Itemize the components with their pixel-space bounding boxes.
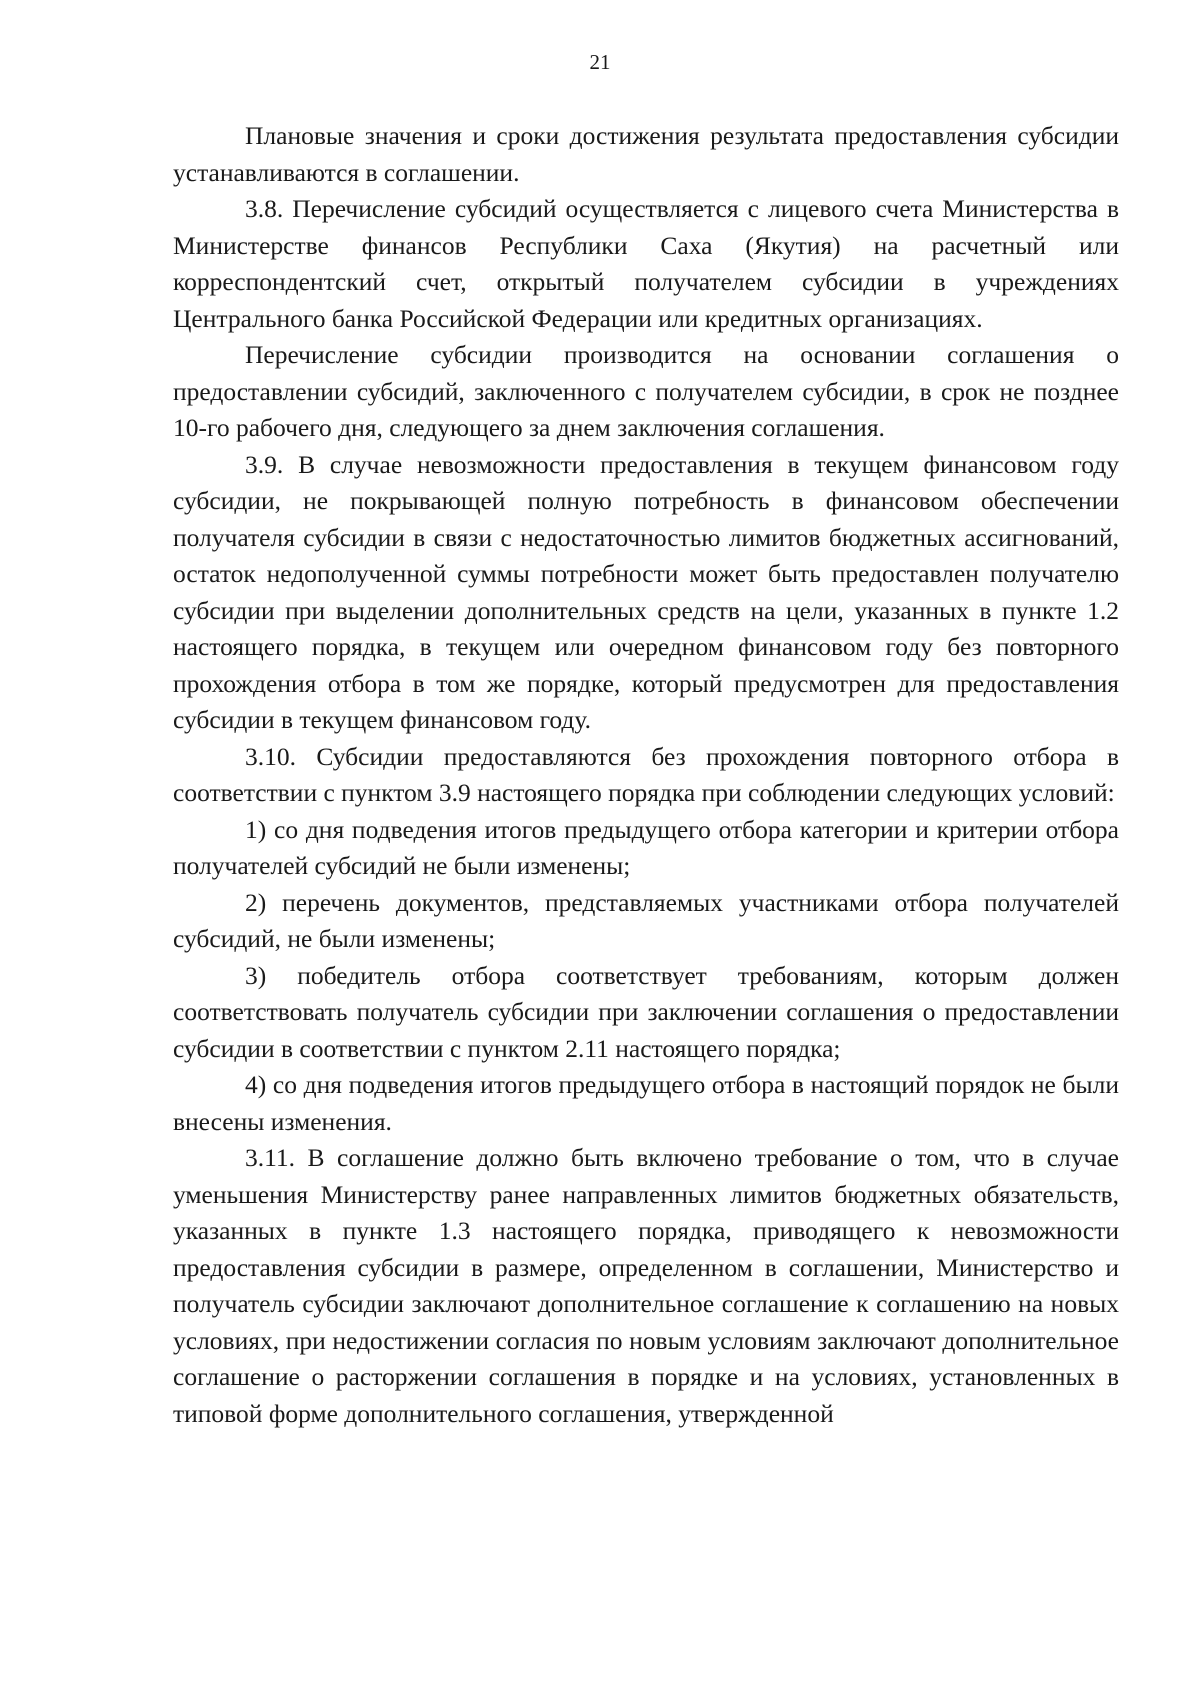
list-item-condition-2: 2) перечень документов, представляемых участниками отбора получателей субсидий, не были изменены; — [173, 887, 1119, 953]
page-number: 21 — [589, 50, 611, 74]
paragraph-3-10: 3.10. Субсидии предоставляются без прохождения повторного отбора в соответствии с пунктом 3.9 настоящего порядка при соблюдении следующих условий: — [173, 741, 1119, 807]
document-body — [173, 118, 1119, 1432]
paragraph-transfer-terms: Перечисление субсидии производится на основании соглашения о предоставлении субсидий, заключенного с получателем субсидии, в срок не позднее 10-го рабочего дня, следующего за днем заключения соглашения. — [173, 340, 1119, 442]
paragraph-3-9: 3.9. В случае невозможности предоставления в текущем финансовом году субсидии, не покрывающей полную потребность в финансовом обеспечении получателя субсидии в связи с недостаточностью лимитов бюджетных ассигнований, остаток недополученной суммы потребности может быть предоставлен получателю субсидии при выделении дополнительных средств на цели, указанных в пункте 1.2 настоящего порядка, в текущем или очередном финансовом году без повторного прохождения отбора в том же порядке, который предусмотрен для предоставления субсидии в текущем финансовом году. — [173, 449, 1119, 734]
list-item-condition-4: 4) со дня подведения итогов предыдущего отбора в настоящий порядок не были внесены изменения. — [173, 1070, 1119, 1136]
paragraph-results-deadlines: Плановые значения и сроки достижения результата предоставления субсидии устанавливаются в соглашении. — [173, 121, 1119, 187]
paragraph-3-11: 3.11. В соглашение должно быть включено требование о том, что в случае уменьшения Министерству ранее направленных лимитов бюджетных обязательств, указанных в пункте 1.3 настоящего порядка, приводящего к невозможности предоставления субсидии в размере, определенном в соглашении, Министерство и получатель субсидии заключают дополнительное соглашение к соглашению на новых условиях, при недостижении согласия по новым условиям заключают дополнительное соглашение о расторжении соглашения в порядке и на условиях, установленных в типовой форме дополнительного соглашения, утвержденной — [173, 1143, 1119, 1428]
list-item-condition-3: 3) победитель отбора соответствует требованиям, которым должен соответствовать получатель субсидии при заключении соглашения о предоставлении субсидии в соответствии с пунктом 2.11 настоящего порядка; — [173, 960, 1119, 1063]
list-item-condition-1: 1) со дня подведения итогов предыдущего отбора категории и критерии отбора получателей субсидий не были изменены; — [173, 814, 1119, 880]
paragraph-3-8: 3.8. Перечисление субсидий осуществляется с лицевого счета Министерства в Министерстве финансов Республики Саха (Якутия) на расчетный или корреспондентский счет, открытый получателем субсидии в учреждениях Центрального банка Российской Федерации или кредитных организациях. — [173, 194, 1119, 333]
